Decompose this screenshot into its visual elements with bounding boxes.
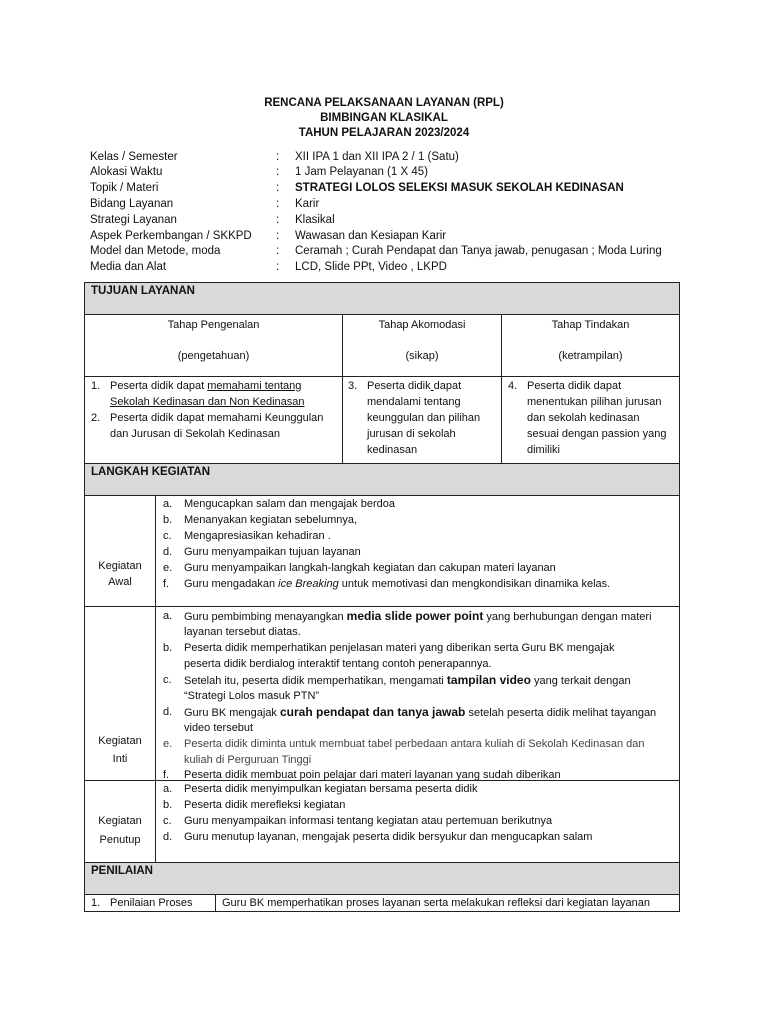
doc-title-line2: BIMBINGAN KLASIKAL: [320, 112, 448, 124]
meta-label: Aspek Perkembangan / SKKPD: [90, 230, 252, 242]
tujuan-header-text: TUJUAN LAYANAN: [91, 285, 195, 297]
doc-title-line3: TAHUN PELAJARAN 2023/2024: [298, 127, 470, 139]
item-text: Guru menutup layanan, mengajak peserta didik bersyukur dan mengucapkan salam: [184, 831, 593, 843]
item-number: 1.: [91, 380, 101, 392]
stage-sub: (sikap): [405, 350, 439, 362]
item-text-plain: Peserta didik: [367, 380, 431, 392]
kegiatan-awal-label: [84, 495, 156, 607]
meta-value: Ceramah ; Curah Pendapat dan Tanya jawab, penugasan ; Moda Luring: [295, 245, 662, 257]
item-text-underlined: memahami tentang: [207, 380, 302, 392]
tujuan-col3: [501, 376, 680, 464]
item-text-plain: Guru BK mengajak: [184, 707, 280, 719]
item-text-rest: setelah peserta didik melihat tayangan: [465, 707, 657, 719]
item-letter: f.: [163, 769, 170, 781]
kegiatan-penutup-label: [84, 780, 156, 863]
meta-colon: :: [276, 182, 280, 194]
tujuan-header: [84, 282, 680, 315]
item-letter: a.: [163, 610, 173, 622]
meta-colon: :: [276, 245, 280, 257]
penilaian-row1-desc-cell: [215, 894, 680, 912]
tujuan-col1: [84, 376, 343, 464]
item-text-plain: Guru mengadakan: [184, 578, 279, 590]
item-number: 2.: [91, 412, 101, 424]
item-text-underlined-2: Sekolah Kedinasan dan Non Kedinasan: [110, 396, 305, 408]
item-text-line1: Peserta didik membuat poin pelajar dari materi layanan yang sudah diberikan: [184, 769, 561, 781]
meta-alokasi: [90, 164, 690, 180]
item-text: Peserta didik menyimpulkan kegiatan bersama peserta didik: [184, 783, 478, 795]
penilaian-number: 1.: [91, 897, 101, 909]
item-text-line1: Peserta didik dapat memahami Keunggulan: [110, 412, 324, 424]
meta-label: Bidang Layanan: [90, 198, 174, 210]
meta-kelas: [90, 149, 690, 165]
item-text-line1: Peserta didik dapat: [527, 380, 622, 392]
stage-sub: (ketrampilan): [558, 350, 623, 362]
meta-strategi: [90, 212, 690, 228]
stage-name: Tahap Akomodasi: [378, 319, 466, 331]
meta-label: Kelas / Semester: [90, 151, 178, 163]
stage-tindakan: [501, 314, 680, 377]
meta-value: XII IPA 1 dan XII IPA 2 / 1 (Satu): [295, 151, 459, 163]
item-letter: c.: [163, 815, 172, 827]
penilaian-label: Penilaian Proses: [110, 897, 193, 909]
item-letter: a.: [163, 783, 173, 795]
item-text-line2: dan Jurusan di Sekolah Kedinasan: [110, 428, 281, 440]
kegiatan-inti-label: [84, 606, 156, 781]
kegiatan-awal-content: [155, 495, 680, 607]
meta-model: [90, 243, 690, 259]
meta-media: [90, 259, 690, 275]
item-text-line2: mendalami tentang: [367, 396, 461, 408]
item-text-bold: curah pendapat dan tanya jawab: [280, 705, 466, 719]
item-text-line2: menentukan pilihan jurusan: [527, 396, 662, 408]
label-line1: Kegiatan: [98, 560, 142, 572]
item-text-line4: sesuai dengan passion yang: [527, 428, 667, 440]
item-number: 4.: [508, 380, 518, 392]
label-line2: Awal: [108, 576, 132, 588]
item-text: Guru menyampaikan langkah-langkah kegiatan dan cakupan materi layanan: [184, 562, 556, 574]
meta-label: Alokasi Waktu: [90, 166, 163, 178]
item-text-line2: layanan tersebut diatas.: [184, 626, 301, 638]
item-text-line1: Peserta didik memperhatikan penjelasan materi yang diberikan serta Guru BK mengajak: [184, 642, 615, 654]
item-text-line2: “Strategi Lolos masuk PTN”: [184, 690, 320, 702]
item-text: [110, 378, 301, 394]
meta-value: Wawasan dan Kesiapan Karir: [295, 230, 447, 242]
meta-value: LCD, Slide PPt, Video , LKPD: [295, 261, 447, 273]
item-text-line5: kedinasan: [367, 444, 418, 456]
item-number: 3.: [348, 380, 358, 392]
item-text-plain: Peserta didik dapat: [110, 380, 208, 392]
item-text-rest: yang terkait dengan: [530, 675, 631, 687]
meta-colon: :: [276, 214, 280, 226]
item-letter: c.: [163, 674, 172, 686]
item-text: [184, 576, 610, 592]
item-text-line5: dimiliki: [527, 444, 560, 456]
label-line1: Kegiatan: [98, 735, 142, 747]
penilaian-row1-label-cell: [84, 894, 216, 912]
meta-value: Karir: [295, 198, 320, 210]
item-text-plain: Setelah itu, peserta didik memperhatikan, mengamati: [184, 675, 447, 687]
stage-akomodasi: [342, 314, 502, 377]
meta-label: Topik / Materi: [90, 182, 159, 194]
item-text-rest: dapat: [433, 380, 462, 392]
meta-colon: :: [276, 261, 280, 273]
item-letter: c.: [163, 530, 172, 542]
langkah-header: [84, 463, 680, 496]
item-text: Guru menyampaikan informasi tentang kegiatan atau pertemuan berikutnya: [184, 815, 553, 827]
label-line1: Kegiatan: [98, 815, 142, 827]
meta-label: Media dan Alat: [90, 261, 167, 273]
meta-colon: :: [276, 198, 280, 210]
item-text: Mengucapkan salam dan mengajak berdoa: [184, 498, 395, 510]
item-letter: b.: [163, 799, 173, 811]
item-text-line1: [184, 608, 652, 625]
meta-colon: :: [276, 230, 280, 242]
meta-value: STRATEGI LOLOS SELEKSI MASUK SEKOLAH KEDINASAN: [295, 182, 624, 194]
meta-colon: :: [276, 166, 280, 178]
stage-sub: (pengetahuan): [177, 350, 250, 362]
item-text-line2: video tersebut: [184, 722, 254, 734]
meta-colon: :: [276, 151, 280, 163]
meta-aspek: [90, 228, 690, 244]
meta-label: Strategi Layanan: [90, 214, 177, 226]
meta-value: 1 Jam Pelayanan (1 X 45): [295, 166, 428, 178]
kegiatan-inti-content: [155, 606, 680, 781]
item-text-rest: yang berhubungan dengan materi: [483, 611, 652, 623]
stage-name: Tahap Tindakan: [551, 319, 630, 331]
item-text: Peserta didik merefleksi kegiatan: [184, 799, 346, 811]
stage-name: Tahap Pengenalan: [167, 319, 260, 331]
item-text: Guru menyampaikan tujuan layanan: [184, 546, 361, 558]
item-letter: a.: [163, 498, 173, 510]
item-letter: e.: [163, 562, 173, 574]
penilaian-header-text: PENILAIAN: [91, 865, 153, 877]
item-text-line4: jurusan di sekolah: [367, 428, 456, 440]
item-text: Menanyakan kegiatan sebelumnya,: [184, 514, 358, 526]
penilaian-desc: Guru BK memperhatikan proses layanan serta melakukan refleksi dari kegiatan layanan: [222, 897, 651, 909]
meta-topik: [90, 180, 690, 196]
item-text-rest: untuk memotivasi dan mengkondisikan dinamika kelas.: [338, 578, 611, 590]
label-line2: Penutup: [99, 834, 141, 846]
item-text-line2: peserta didik berdialog interaktif tentang contoh penerapannya.: [184, 658, 492, 670]
item-text-line1: [367, 378, 461, 394]
item-text-plain: Guru pembimbing menayangkan: [184, 611, 347, 623]
label-line2: Inti: [112, 753, 128, 765]
item-text-line3: dan sekolah kedinasan: [527, 412, 640, 424]
item-text-italic: ice Breaking: [278, 578, 339, 590]
item-letter: d.: [163, 546, 173, 558]
item-letter: d.: [163, 706, 173, 718]
item-letter: d.: [163, 831, 173, 843]
tujuan-col2: [342, 376, 502, 464]
item-text: Mengapresiasikan kehadiran .: [184, 530, 331, 542]
item-letter: e.: [163, 738, 173, 750]
doc-title-line1: RENCANA PELAKSANAAN LAYANAN (RPL): [264, 97, 504, 109]
item-letter: f.: [163, 578, 170, 590]
stage-pengenalan: [84, 314, 343, 377]
meta-bidang: [90, 196, 690, 212]
item-letter: b.: [163, 642, 173, 654]
meta-value: Klasikal: [295, 214, 335, 226]
item-text-line2: kuliah di Perguruan Tinggi: [184, 754, 312, 766]
item-text-line1: [184, 672, 631, 689]
item-text-bold: media slide power point: [346, 609, 484, 623]
item-text-line3: keunggulan dan pilihan: [367, 412, 481, 424]
langkah-header-text: LANGKAH KEGIATAN: [91, 466, 211, 478]
item-text-line1: Peserta didik diminta untuk membuat tabel perbedaan antara kuliah di Sekolah Kedinasan dan: [184, 738, 645, 750]
item-letter: b.: [163, 514, 173, 526]
kegiatan-penutup-content: [155, 780, 680, 863]
item-text-line1: [184, 704, 656, 721]
penilaian-header: [84, 862, 680, 895]
item-text-bold: tampilan video: [446, 673, 531, 687]
meta-label: Model dan Metode, moda: [90, 245, 221, 257]
